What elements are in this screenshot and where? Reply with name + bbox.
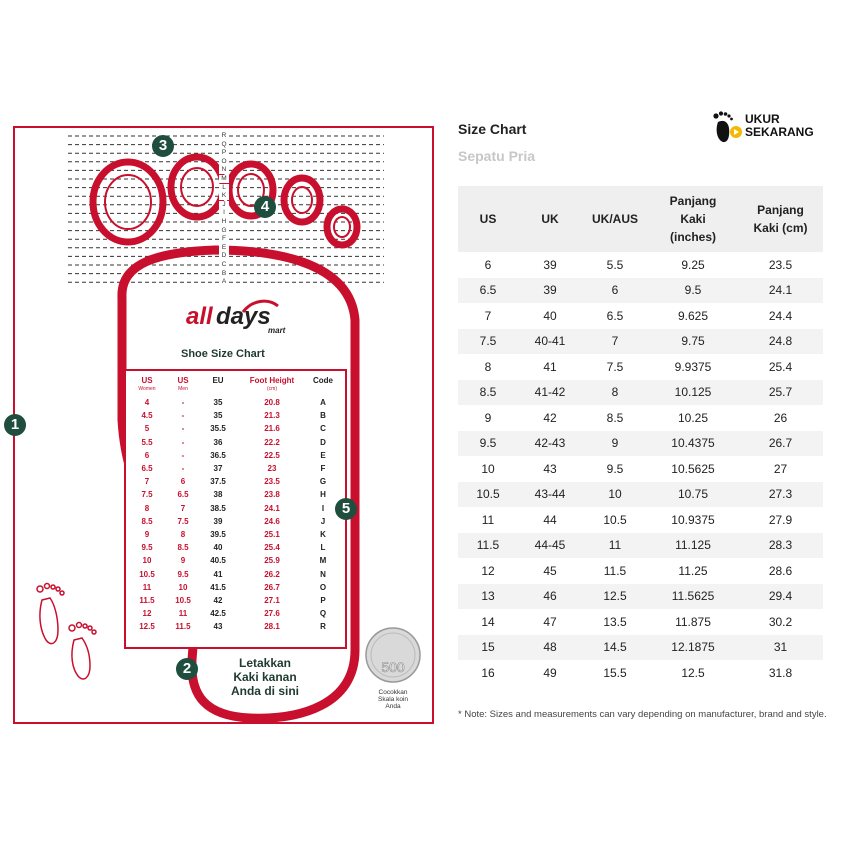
inner-cell-eu: 41	[213, 569, 223, 579]
inner-cell-code: I	[321, 503, 325, 513]
table-cell: 43	[543, 461, 557, 476]
table-cell: 31	[738, 635, 823, 661]
inner-cell-us-women: 7	[144, 477, 150, 487]
scale-letter: P	[219, 149, 229, 157]
inner-cell-code: C	[320, 424, 326, 434]
col-eu: EU	[212, 376, 224, 385]
logo-all: all	[186, 303, 213, 330]
instruction-text: Letakkan Kaki kanan Anda di sini	[230, 656, 299, 698]
table-cell: 27.9	[768, 512, 793, 527]
col-foot-height: Foot Height (cm)	[249, 376, 295, 392]
table-cell: 5.5	[606, 257, 624, 272]
inner-cell-us-men: 10	[178, 582, 188, 592]
table-cell: 14.5	[582, 635, 648, 661]
table-cell: 9.5	[648, 278, 738, 304]
table-row	[458, 303, 823, 329]
inner-cell-eu: 37	[213, 464, 223, 473]
header-cell: UK	[518, 186, 582, 252]
table-cell: 9.5	[458, 431, 518, 457]
table-cell: 10.5	[458, 482, 518, 508]
table-cell: 43-44	[518, 482, 582, 508]
scale-letter: E	[219, 244, 229, 252]
table-row	[458, 584, 823, 610]
inner-cell-eu: 40.5	[210, 556, 226, 566]
table-cell: 29.4	[738, 584, 823, 610]
table-row	[458, 405, 823, 431]
scale-letter: I	[219, 209, 229, 217]
inner-cell-us-men: -	[181, 450, 185, 460]
table-cell: 13.5	[603, 614, 627, 629]
table-cell: 46	[518, 584, 582, 610]
table-cell: 24.1	[738, 278, 823, 304]
size-table	[458, 186, 823, 686]
size-table-header	[458, 186, 823, 252]
size-chart-title: Size Chart	[458, 121, 527, 137]
badge-3: 3	[152, 135, 174, 157]
table-cell: 39	[518, 278, 582, 304]
inner-cell-foot-height: 24.1	[264, 503, 280, 513]
table-cell: 8.5	[458, 380, 518, 406]
inner-cell-us-women: 5.5	[141, 437, 153, 447]
table-cell: 26	[773, 410, 788, 425]
scale-letter: H	[219, 218, 229, 226]
scale-letter: O	[219, 158, 229, 166]
inner-cell-foot-height: 28.1	[264, 622, 280, 632]
table-cell: 7.5	[606, 359, 624, 374]
header-cell: Panjang Kaki (cm)	[738, 186, 823, 252]
inner-cell-foot-height: 25.1	[264, 530, 280, 539]
col-code: Code	[313, 376, 333, 385]
scale-letter: A	[219, 278, 229, 286]
size-chart-subtitle: Sepatu Pria	[458, 148, 536, 164]
scale-letter: G	[219, 227, 229, 235]
table-cell: 15	[458, 635, 518, 661]
table-cell: 40	[543, 308, 557, 323]
inner-cell-foot-height: 23.8	[264, 490, 280, 500]
scale-letter: F	[219, 235, 229, 243]
inner-cell-us-men: 7.5	[177, 516, 189, 526]
table-cell: 11	[481, 512, 495, 527]
table-row	[458, 431, 823, 457]
table-cell: 11.125	[648, 533, 738, 559]
inner-cell-code: A	[320, 398, 326, 407]
brand-logo-text: UKUR SEKARANG	[745, 112, 814, 139]
table-row	[458, 482, 823, 508]
inner-cell-us-men: 6	[180, 477, 186, 487]
table-cell: 26.7	[738, 431, 823, 457]
table-cell: 10.9375	[671, 512, 715, 527]
scale-letter: J	[219, 201, 229, 209]
inner-cell-code: D	[320, 437, 326, 447]
inner-cell-us-men: -	[181, 398, 185, 407]
table-cell: 15.5	[603, 665, 627, 680]
table-cell: 7	[484, 308, 492, 323]
inner-cell-eu: 38.5	[210, 503, 226, 513]
inner-cell-us-men: 8.5	[177, 543, 189, 553]
table-row	[458, 507, 823, 533]
inner-cell-code: G	[319, 477, 327, 487]
inner-cell-us-women: 9	[144, 530, 150, 539]
badge-4: 4	[254, 196, 276, 218]
table-cell: 14	[481, 614, 495, 629]
inner-cell-eu: 40	[213, 543, 223, 553]
table-cell: 10	[481, 461, 495, 476]
table-cell: 7.5	[458, 329, 518, 355]
table-cell: 10	[582, 482, 648, 508]
table-cell: 23.5	[768, 257, 793, 272]
table-cell: 12	[481, 563, 495, 578]
header-cell: US	[458, 186, 518, 252]
inner-cell-eu: 36	[213, 437, 223, 447]
table-cell: 10.25	[677, 410, 709, 425]
inner-cell-foot-height: 22.2	[264, 437, 280, 447]
table-cell: 30.2	[768, 614, 793, 629]
table-cell: 28.3	[738, 533, 823, 559]
scale-letter: R	[219, 132, 229, 140]
inner-cell-us-men: 8	[180, 530, 186, 539]
table-cell: 45	[543, 563, 557, 578]
inner-cell-eu: 42	[213, 596, 223, 605]
scale-letter: N	[219, 166, 229, 174]
inner-cell-code: H	[320, 490, 326, 500]
inner-cell-foot-height: 27.6	[264, 609, 280, 619]
table-cell: 8	[582, 380, 648, 406]
inner-cell-us-women: 7.5	[141, 490, 153, 500]
inner-cell-us-men: 9	[180, 556, 186, 566]
inner-cell-us-women: 4	[144, 398, 150, 407]
inner-cell-eu: 39.5	[210, 530, 226, 539]
footprint-logo-icon	[712, 110, 744, 144]
inner-cell-code: L	[320, 543, 326, 553]
coin-value: 500	[381, 659, 405, 675]
table-cell: 10.5625	[671, 461, 715, 476]
inner-cell-foot-height: 26.2	[264, 569, 280, 579]
inner-cell-foot-height: 25.4	[264, 543, 280, 553]
second-toe	[171, 157, 223, 217]
table-cell: 8	[484, 359, 492, 374]
table-cell: 12.5	[681, 665, 705, 680]
inner-cell-eu: 38	[213, 490, 223, 500]
header-cell: UK/AUS	[582, 186, 648, 252]
table-cell: 11.5	[458, 533, 518, 559]
inner-cell-foot-height: 20.8	[264, 398, 280, 407]
scale-letter: C	[219, 261, 229, 269]
table-row	[458, 635, 823, 661]
scale-letter: K	[219, 192, 229, 200]
table-row	[458, 456, 823, 482]
inner-cell-foot-height: 21.6	[264, 424, 280, 434]
table-cell: 9	[484, 410, 492, 425]
header-cell: Panjang Kaki (inches)	[648, 186, 738, 252]
table-cell: 9.75	[648, 329, 738, 355]
inner-cell-code: R	[320, 622, 326, 632]
table-cell: 16	[481, 665, 495, 680]
inner-cell-us-women: 4.5	[141, 411, 153, 421]
col-us-women: US Women	[138, 376, 156, 392]
table-cell: 24.4	[768, 308, 793, 323]
inner-cell-foot-height: 22.5	[264, 450, 280, 460]
table-row	[458, 660, 823, 686]
inner-cell-us-men: -	[181, 424, 185, 434]
table-cell: 42-43	[518, 431, 582, 457]
scale-letter: M	[219, 175, 229, 183]
table-cell: 9	[582, 431, 648, 457]
table-cell: 10.5	[603, 512, 627, 527]
inner-cell-code: Q	[319, 609, 327, 619]
table-cell: 11.875	[675, 614, 711, 629]
table-cell: 9.625	[677, 308, 709, 323]
table-cell: 11.5	[603, 563, 627, 578]
table-cell: 6.5	[458, 278, 518, 304]
inner-cell-code: J	[320, 516, 326, 526]
inner-cell-us-women: 6	[144, 450, 150, 460]
table-row	[458, 329, 823, 355]
table-cell: 27	[773, 461, 788, 476]
scale-letter: B	[219, 270, 229, 278]
table-cell: 6.5	[606, 308, 624, 323]
table-cell: 11.25	[678, 563, 708, 578]
table-cell: 11.5625	[648, 584, 738, 610]
inner-cell-us-women: 11.5	[139, 596, 155, 605]
table-cell: 48	[518, 635, 582, 661]
inner-cell-foot-height: 26.7	[264, 582, 280, 592]
table-cell: 12.5	[582, 584, 648, 610]
inner-cell-eu: 42.5	[210, 609, 226, 619]
scale-letter: Q	[219, 141, 229, 149]
inner-cell-us-women: 5	[144, 424, 150, 434]
coin-caption: Cocokkan Skala koin Anda	[378, 689, 408, 710]
fourth-toe	[284, 178, 320, 222]
table-cell: 44-45	[518, 533, 582, 559]
inner-cell-us-women: 6.5	[141, 464, 153, 473]
badge-5: 5	[335, 498, 357, 520]
inner-cell-foot-height: 27.1	[264, 596, 280, 605]
table-cell: 41	[543, 359, 557, 374]
inner-cell-us-women: 12	[142, 609, 152, 619]
table-cell: 11	[582, 533, 648, 559]
table-cell: 41-42	[518, 380, 582, 406]
size-note: * Note: Sizes and measurements can vary depending on manufacturer, brand and style.	[458, 709, 827, 720]
inner-cell-us-women: 10.5	[139, 569, 155, 579]
scale-letter: D	[219, 252, 229, 260]
scale-letter: L	[219, 184, 229, 192]
table-cell: 25.4	[768, 359, 793, 374]
table-cell: 9.5	[606, 461, 624, 476]
inner-cell-us-women: 9.5	[141, 543, 153, 553]
inner-cell-us-men: 10.5	[175, 596, 191, 605]
shoe-size-chart-title: Shoe Size Chart	[181, 348, 265, 360]
inner-cell-code: F	[320, 464, 326, 473]
inner-cell-eu: 39	[213, 516, 223, 526]
table-row	[458, 558, 823, 584]
table-cell: 9.25	[681, 257, 705, 272]
table-cell: 44	[543, 512, 557, 527]
inner-cell-us-women: 11	[142, 582, 152, 592]
inner-cell-eu: 43	[213, 622, 223, 632]
inner-cell-code: K	[320, 530, 326, 539]
table-cell: 47	[543, 614, 557, 629]
inner-cell-us-women: 12.5	[139, 622, 155, 632]
inner-cell-foot-height: 23.5	[264, 477, 280, 487]
inner-cell-us-men: 7	[180, 503, 186, 513]
table-cell: 6	[582, 278, 648, 304]
table-cell: 25.7	[738, 380, 823, 406]
logo-mart: mart	[268, 326, 286, 335]
badge-1: 1	[4, 414, 26, 436]
table-cell: 8.5	[606, 410, 624, 425]
col-us-men: US Men	[177, 376, 189, 392]
table-cell: 39	[543, 257, 557, 272]
inner-cell-code: B	[320, 411, 326, 421]
small-footprints-icon	[37, 584, 96, 680]
size-table-body	[458, 252, 823, 686]
inner-cell-code: O	[319, 582, 327, 592]
inner-cell-us-men: 9.5	[177, 569, 189, 579]
table-cell: 27.3	[738, 482, 823, 508]
table-cell: 24.8	[738, 329, 823, 355]
inner-cell-eu: 35	[213, 411, 223, 421]
inner-cell-eu: 41.5	[210, 582, 226, 592]
inner-cell-foot-height: 23	[267, 464, 277, 473]
inner-cell-eu: 35	[213, 398, 223, 407]
inner-cell-us-women: 8	[144, 503, 150, 513]
inner-cell-eu: 35.5	[210, 424, 226, 434]
table-row	[458, 380, 823, 406]
inner-cell-us-men: -	[181, 464, 185, 473]
table-cell: 7	[582, 329, 648, 355]
table-cell: 31.8	[768, 665, 793, 680]
inner-cell-code: M	[319, 556, 327, 566]
inner-cell-us-women: 10	[142, 556, 152, 566]
inner-cell-code: E	[320, 450, 326, 460]
table-cell: 6	[484, 257, 492, 272]
table-cell: 49	[543, 665, 557, 680]
inner-cell-eu: 37.5	[210, 477, 226, 487]
table-row	[458, 533, 823, 559]
inner-cell-us-women: 8.5	[141, 516, 153, 526]
inner-cell-foot-height: 24.6	[264, 516, 280, 526]
table-cell: 9.9375	[674, 359, 712, 374]
inner-cell-code: P	[320, 596, 326, 605]
table-row	[458, 252, 823, 278]
table-cell: 10.125	[648, 380, 738, 406]
table-row	[458, 609, 823, 635]
table-cell: 28.6	[768, 563, 793, 578]
table-cell: 10.4375	[648, 431, 738, 457]
inner-cell-us-men: -	[181, 437, 185, 447]
inner-cell-us-men: -	[181, 411, 185, 421]
table-cell: 42	[543, 410, 557, 425]
table-row	[458, 278, 823, 304]
inner-cell-us-men: 11.5	[175, 622, 191, 632]
table-cell: 10.75	[648, 482, 738, 508]
logo-days: days	[216, 303, 271, 330]
inner-cell-foot-height: 25.9	[264, 556, 280, 566]
inner-cell-code: N	[320, 569, 326, 579]
inner-cell-us-men: 11	[178, 609, 188, 619]
inner-cell-eu: 36.5	[210, 450, 226, 460]
table-row	[458, 354, 823, 380]
inner-cell-us-men: 6.5	[177, 490, 189, 500]
inner-cell-foot-height: 21.3	[264, 411, 280, 421]
badge-2: 2	[176, 658, 198, 680]
table-cell: 12.1875	[648, 635, 738, 661]
table-cell: 13	[458, 584, 518, 610]
table-cell: 40-41	[518, 329, 582, 355]
